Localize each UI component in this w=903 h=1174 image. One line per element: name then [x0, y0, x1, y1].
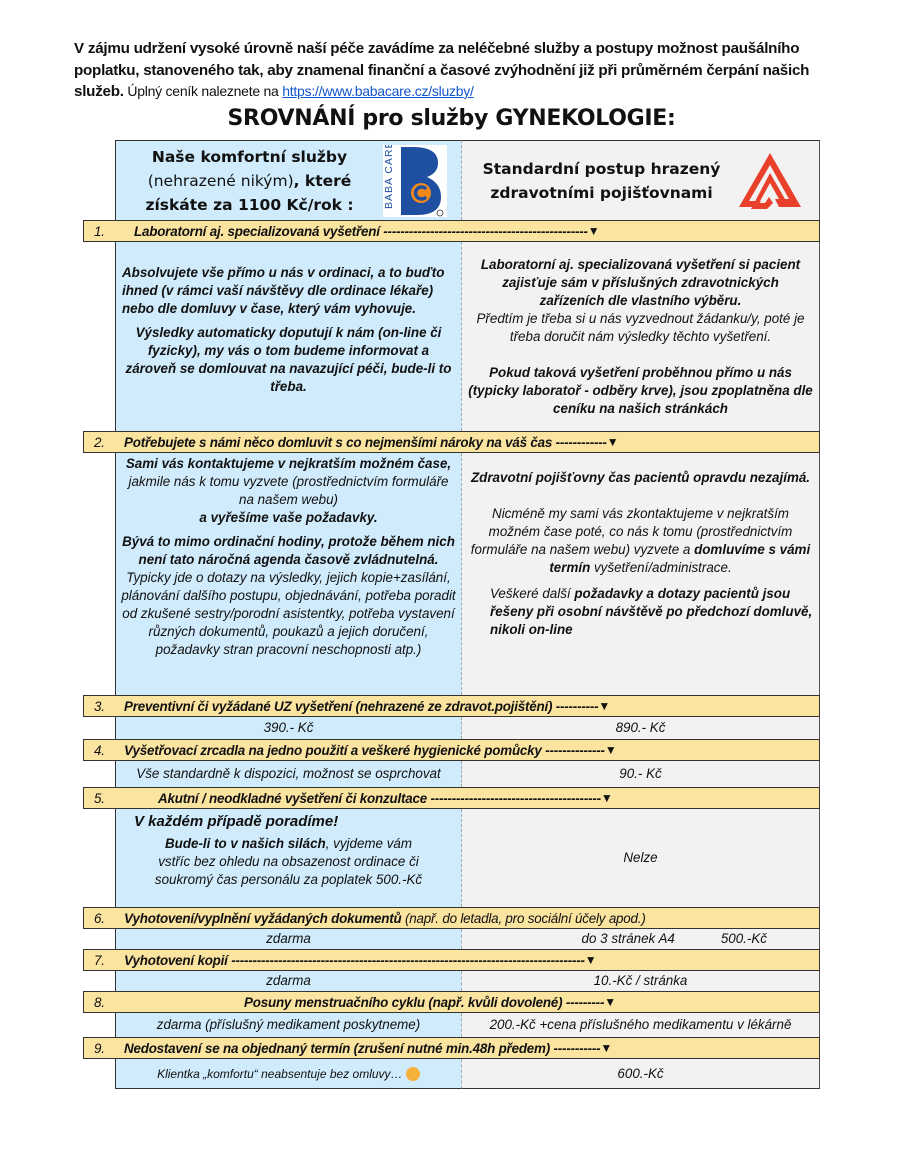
header-left-cell [115, 140, 462, 220]
section-label: Vyšetřovací zrcadla na jedno použití a veškeré hygienické pomůcky [124, 742, 542, 758]
section-5-left-headline: V každém případě poradíme! [134, 813, 339, 830]
section-3-left-value: 390.- Kč [115, 717, 462, 739]
header-right-cell [462, 140, 820, 220]
section-1-right-p1-bold: Laboratorní aj. specializovaná vyšetření si pacient zajisťuje sám v příslušných zdravotnických zařízeních dle vlastního výběru. [480, 257, 801, 308]
section-row-6 [115, 929, 820, 949]
section-1-right-cell [462, 242, 820, 431]
section-row-1 [115, 242, 820, 431]
section-label: Preventivní či vyžádané UZ vyšetření (nehrazené ze zdravot.pojištění) [124, 698, 553, 714]
section-2-right-p1-bold: Zdravotní pojišťovny čas pacientů opravdu nezajímá. [470, 470, 811, 485]
comparison-table [83, 140, 820, 1089]
arrow-down-icon: ▼ [604, 995, 616, 1009]
header-right-line1: Standardní postup hrazený [482, 159, 721, 178]
section-dashes: --------- [562, 994, 605, 1010]
section-9-left-cell [115, 1059, 462, 1089]
intro-bold-text: V zájmu udržení vysoké úrovně naší péče zavádíme za neléčebné služby a postupy možnost paušálního poplatku, stanoveného tak, aby znamenal finanční a časové zvýhodnění již při průměrném čerpání našich služeb. [74, 40, 810, 100]
section-label: Vyhotovení kopií [124, 952, 228, 968]
section-9-right-value: 600.-Kč [462, 1059, 820, 1089]
header-left-line3: získáte za 1100 Kč/rok : [145, 195, 354, 214]
section-6-right-cell [462, 929, 820, 949]
section-header-5 [83, 787, 820, 809]
section-row-3 [115, 717, 820, 739]
section-5-left-cell [115, 809, 462, 907]
section-number: 2. [94, 434, 105, 450]
section-3-right-value: 890.- Kč [462, 717, 820, 739]
section-header-7 [83, 949, 820, 971]
section-number: 1. [94, 223, 105, 239]
section-8-right-value: 200.-Kč +cena příslušného medikamentu v lékárně [462, 1013, 820, 1037]
section-row-9 [115, 1059, 820, 1089]
section-header-6 [83, 907, 820, 929]
arrow-down-icon: ▼ [600, 791, 613, 805]
section-5-right-value: Nelze [623, 850, 658, 865]
section-number: 4. [94, 742, 105, 758]
section-dashes: -------------- [541, 742, 605, 758]
section-number: 5. [94, 790, 105, 806]
section-row-8 [115, 1013, 820, 1037]
section-header-9 [83, 1037, 820, 1059]
section-1-left-p1: Absolvujete vše přímo u nás v ordinaci, a to buďto ihned (v rámci vaší návštěvy dle ordinace lékaře) nebo dle domluvy v čase, který vám vyhovuje. [122, 265, 445, 316]
arrow-down-icon: ▼ [600, 1041, 613, 1055]
section-dashes: ------------------------------------------------ [379, 223, 588, 239]
section-2-right-p3-bold: požadavky a dotazy pacientů jsou řešeny při osobní návštěvě po předchozí domluvě, nikoli on-line [490, 586, 813, 637]
insurance-logo-icon [735, 151, 805, 211]
section-2-left-p1-bold-b: a vyřešíme vaše požadavky. [199, 510, 378, 525]
section-number: 6. [94, 910, 105, 926]
section-2-right-p2-bold: domluvíme s vámi termín [549, 542, 811, 575]
header-left-line2-bold: , které [293, 171, 352, 190]
section-header-3 [83, 695, 820, 717]
section-row-4 [115, 761, 820, 787]
arrow-down-icon: ▼ [587, 224, 600, 238]
section-6-right-value-a: do 3 stránek A4 [581, 931, 675, 946]
arrow-down-icon: ▼ [584, 953, 597, 967]
wink-emoji-icon [406, 1067, 420, 1081]
section-1-left-p2: Výsledky automaticky doputují k nám (on-line či fyzicky), my vás o tom budeme informovat a zároveň se domlouvat na navazující péči, bude-li to třeba. [125, 325, 452, 394]
section-2-left-cell [115, 453, 462, 695]
section-4-left-value: Vše standardně k dispozici, možnost se osprchovat [115, 761, 462, 787]
section-dashes: ------------ [552, 434, 607, 450]
section-2-right-cell [462, 453, 820, 695]
arrow-down-icon: ▼ [606, 435, 619, 449]
header-left-line2-normal: (nehrazené nikým) [147, 171, 294, 190]
section-7-right-value: 10.-Kč / stránka [462, 971, 820, 991]
section-label-note: (např. do letadla, pro sociální účely apod.) [401, 910, 646, 926]
section-1-left-cell [115, 242, 462, 431]
section-5-right-cell [462, 809, 820, 907]
header-left-line1: Naše komfortní služby [151, 147, 348, 166]
section-2-right-p2-normal-b: vyšetření/administrace. [590, 560, 732, 575]
arrow-down-icon: ▼ [604, 743, 617, 757]
section-label: Akutní / neodkladné vyšetření či konzultace [158, 790, 427, 806]
section-2-left-p2-normal: Typicky jde o dotazy na výsledky, jejich kopie+zasílání, plánování dalšího postupu, objednávání, potřeba poradit od zkušené sestry/porodní asistentky, potřeba vystavení různých dokumentů, poukazů a jejich doručení, požadavky stran pracovní neschopnosti atp.) [121, 570, 456, 657]
section-2-left-p1-bold-a: Sami vás kontaktujeme v nejkratším možném čase, [125, 456, 452, 471]
section-dashes: ---------------------------------------- [426, 790, 601, 806]
section-label: Posuny menstruačního cyklu (např. kvůli dovolené) [244, 994, 563, 1010]
section-5-left-p-bold: Bude-li to v našich silách [164, 836, 326, 851]
section-number: 7. [94, 952, 105, 968]
pricing-link[interactable]: https://www.babacare.cz/sluzby/ [282, 83, 474, 99]
section-header-2 [83, 431, 820, 453]
section-6-right-value-b: 500.-Kč [720, 931, 767, 946]
section-dashes: ---------- [552, 698, 599, 714]
section-2-left-p2-bold: Bývá to mimo ordinační hodiny, protože během nich není tato náročná agenda časově zvládnutelná. [122, 534, 455, 567]
page-title: SROVNÁNÍ pro služby GYNEKOLOGIE: [227, 106, 676, 131]
section-2-left-p1-normal: jakmile nás k tomu vyzvete (prostřednictvím formuláře na našem webu) [128, 474, 449, 507]
section-number: 8. [94, 994, 105, 1010]
section-7-left-value: zdarma [115, 971, 462, 991]
section-1-right-p1-normal: Předtím je třeba si u nás vyzvednout žádanku/y, poté je třeba doručit nám výsledky těchto vyšetření. [476, 311, 805, 344]
babacare-logo-icon [383, 145, 447, 217]
intro-paragraph [74, 38, 854, 103]
babacare-logo-text: BABA CARE [383, 144, 395, 209]
section-header-8 [83, 991, 820, 1013]
section-row-2 [115, 453, 820, 695]
section-row-5 [115, 809, 820, 907]
section-2-right-p2-normal-a: Nicméně my sami vás zkontaktujeme v nejkratším možném čase poté, co nás k tomu (prostřednictvím formuláře na našem webu) vyzvete a [470, 506, 793, 557]
section-4-right-value: 90.- Kč [462, 761, 820, 787]
section-label: Potřebujete s námi něco domluvit s co nejmenšími nároky na váš čas [124, 434, 553, 450]
section-number: 3. [94, 698, 105, 714]
section-header-4 [83, 739, 820, 761]
header-right-line2: zdravotními pojišťovnami [490, 183, 713, 202]
section-5-left-p-normal: , vyjdeme vám vstříc bez ohledu na obsazenost ordinace či soukromý čas personálu za poplatek 500.-Kč [154, 836, 423, 887]
section-dashes: ----------- [550, 1040, 601, 1056]
section-header-1 [83, 220, 820, 242]
section-9-left-value: Klientka „komfortu“ neabsentuje bez omluvy… [157, 1067, 406, 1081]
table-header-row [115, 140, 820, 220]
arrow-down-icon: ▼ [598, 699, 611, 713]
section-dashes: ----------------------------------------------------------------------------------- [227, 952, 585, 968]
section-2-right-p3-normal: Veškeré další [490, 586, 575, 601]
section-row-7 [115, 971, 820, 991]
section-label: Vyhotovení/vyplnění vyžádaných dokumentů [124, 910, 402, 926]
header-left-text [116, 145, 383, 217]
section-8-left-value: zdarma (příslušný medikament poskytneme) [115, 1013, 462, 1037]
section-6-left-value: zdarma [115, 929, 462, 949]
section-1-right-p2-bold: Pokud taková vyšetření proběhnou přímo u nás (typicky laboratoř - odběry krve), jsou zpoplatněna dle ceníku na našich stránkách [468, 365, 813, 416]
section-label: Laboratorní aj. specializovaná vyšetření [134, 223, 380, 239]
section-label: Nedostavení se na objednaný termín (zrušení nutné min.48h předem) [124, 1040, 551, 1056]
intro-plain-text: Úplný ceník naleznete na [123, 83, 283, 99]
header-right-text [462, 157, 735, 205]
section-number: 9. [94, 1040, 105, 1056]
